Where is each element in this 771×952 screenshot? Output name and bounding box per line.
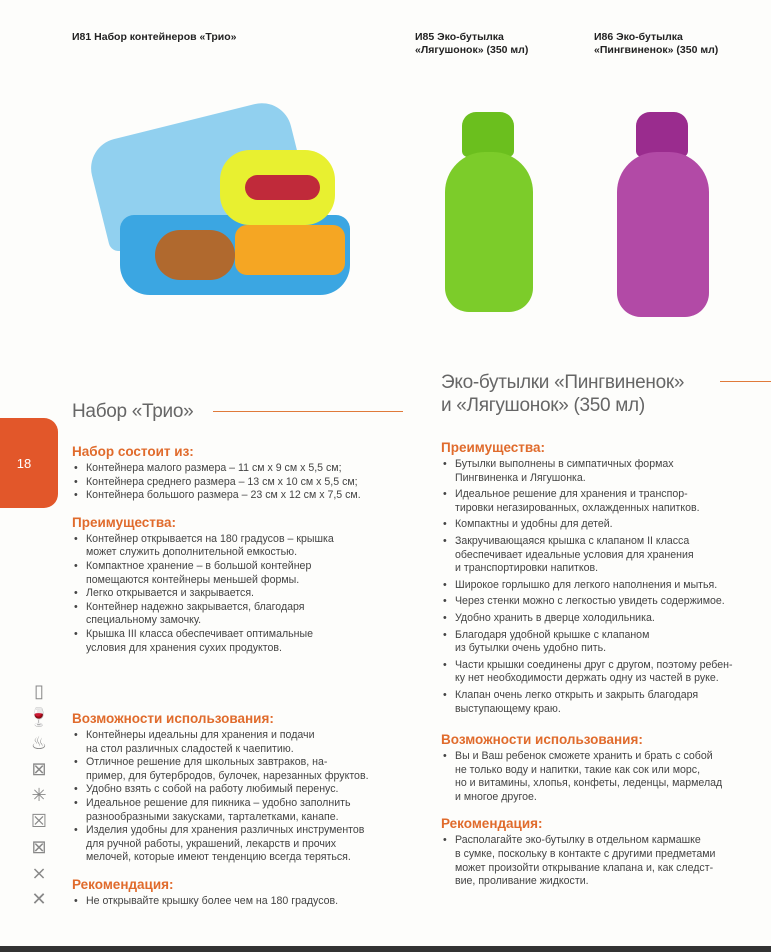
no-dishwasher-icon: ☒: [30, 811, 48, 831]
no-freezer-icon: ✳: [31, 785, 47, 805]
food-safe-icon: 🍷: [27, 707, 51, 727]
list-item: • Идеальное решение для пикника – удобно заполнить разнообразными закусками, тарталетками, канапе.: [72, 797, 407, 824]
no-stove-icon: ⊠: [31, 837, 47, 857]
bottom-edge: [0, 946, 771, 952]
list-item: • Располагайте эко-бутылку в отдельном кармашке в сумке, поскольку в контакте с другими предметами может произойти открывание клапана и, как следст- вие, проливание жидкости.: [441, 834, 771, 888]
trio-container-image: [95, 110, 365, 310]
usage-heading: Возможности использования:: [72, 711, 274, 726]
microwave-icon: ♨: [30, 733, 48, 753]
usage-section: [72, 711, 407, 865]
list-item: • Удобно хранить в дверце холодильника.: [441, 612, 771, 626]
trio-usage-block: [72, 711, 407, 921]
list-item: • Части крышки соединены друг с другом, поэтому ребен- ку нет необходимости держать одну из частей в руке.: [441, 659, 771, 686]
list-item: • Широкое горлышко для легкого наполнения и мытья.: [441, 579, 771, 593]
advantages-section: [441, 440, 771, 716]
page-number-tab: [0, 418, 58, 508]
list-item: • Контейнер надежно закрывается, благодаря специальному замочку.: [72, 601, 407, 628]
list-item: • Удобно взять с собой на работу любимый перенус.: [72, 783, 407, 797]
list-item: • Контейнер открывается на 180 градусов – крышка может служить дополнительной емкостью.: [72, 533, 407, 560]
list-item: • Контейнера среднего размера – 13 см х 10 см х 5,5 см;: [72, 476, 407, 490]
bottles-title: Эко-бутылки «Пингвиненок» и «Лягушонок» (350 мл): [441, 372, 685, 416]
page-number: 18: [16, 455, 32, 471]
list-item: • Изделия удобны для хранения различных инструментов для ручной работы, украшений, лекарств и прочих мелочей, которые имеют тенденцию всегда теряться.: [72, 824, 407, 865]
advantages-heading: Преимущества:: [441, 440, 546, 455]
usage-section: [441, 732, 771, 804]
list-item: • Компактное хранение – в большой контейнер помещаются контейнеры меньшей формы.: [72, 560, 407, 587]
recommendation-section: [441, 816, 771, 888]
recommendation-heading: Рекомендация:: [72, 876, 174, 892]
list-item: • Клапан очень легко открыть и закрыть благодаря выступающему краю.: [441, 689, 771, 716]
recommendation-section: [72, 877, 407, 909]
list-item: • Контейнеры идеальны для хранения и подачи на стол различных сладостей к чаепитию.: [72, 729, 407, 756]
trio-section: [72, 444, 407, 667]
list-item: • Отличное решение для школьных завтраков, на- пример, для бутербродов, булочек, нарезанных фруктов.: [72, 756, 407, 783]
care-icons: [26, 678, 52, 912]
list-item: • Легко открывается и закрывается.: [72, 587, 407, 601]
no-boiling-icon: ✕: [31, 889, 47, 909]
list-item: • Контейнера большого размера – 23 см х 12 см х 7,5 см.: [72, 489, 407, 503]
list-item: • Не открывайте крышку более чем на 180 градусов.: [72, 895, 407, 909]
usage-heading: Возможности использования:: [441, 732, 643, 748]
no-oven-icon: ⊠: [31, 759, 47, 779]
no-iron-icon: ⨯: [31, 863, 47, 883]
fridge-icon: ▯: [34, 681, 44, 701]
bottles-section: [441, 440, 771, 901]
list-item: • Закручивающаяся крышка с клапаном II класса обеспечивает идеальные условия для хранения и транспортировки напитков.: [441, 535, 771, 576]
advantages-heading: Преимущества:: [72, 514, 177, 530]
list-item: • Вы и Ваш ребенок сможете хранить и брать с собой не только воду и напитки, такие как сок или морс, но и витамины, хлопья, конфеты, леденцы, мармелад и многое другое.: [441, 750, 771, 804]
product-label-frog: И85 Эко-бутылка «Лягушонок» (350 мл): [415, 31, 529, 56]
list-item: • Идеальное решение для хранения и транспор- тировки негазированных, охлажденных напитков.: [441, 488, 771, 515]
list-item: • Контейнера малого размера – 11 см х 9 см х 5,5 см;: [72, 462, 407, 476]
title-rule: [213, 411, 403, 412]
list-item: • Через стенки можно с легкостью увидеть содержимое.: [441, 595, 771, 609]
frog-bottle-image: [440, 112, 535, 312]
composition-heading: Набор состоит из:: [72, 444, 194, 459]
penguin-bottle-image: [612, 112, 712, 317]
recommendation-heading: Рекомендация:: [441, 816, 543, 832]
list-item: • Благодаря удобной крышке с клапаном из бутылки очень удобно пить.: [441, 629, 771, 656]
trio-title: Набор «Трио»: [72, 401, 194, 422]
list-item: • Компактны и удобны для детей.: [441, 518, 771, 532]
product-label-trio: И81 Набор контейнеров «Трио»: [72, 31, 237, 43]
title-rule: [720, 381, 771, 382]
advantages-section: [72, 515, 407, 655]
list-item: • Крышка III класса обеспечивает оптимальные условия для хранения сухих продуктов.: [72, 628, 407, 655]
product-label-penguin: И86 Эко-бутылка «Пингвиненок» (350 мл): [594, 31, 719, 56]
composition-section: [72, 444, 407, 503]
list-item: • Бутылки выполнены в симпатичных формах Пингвиненка и Лягушонка.: [441, 458, 771, 485]
